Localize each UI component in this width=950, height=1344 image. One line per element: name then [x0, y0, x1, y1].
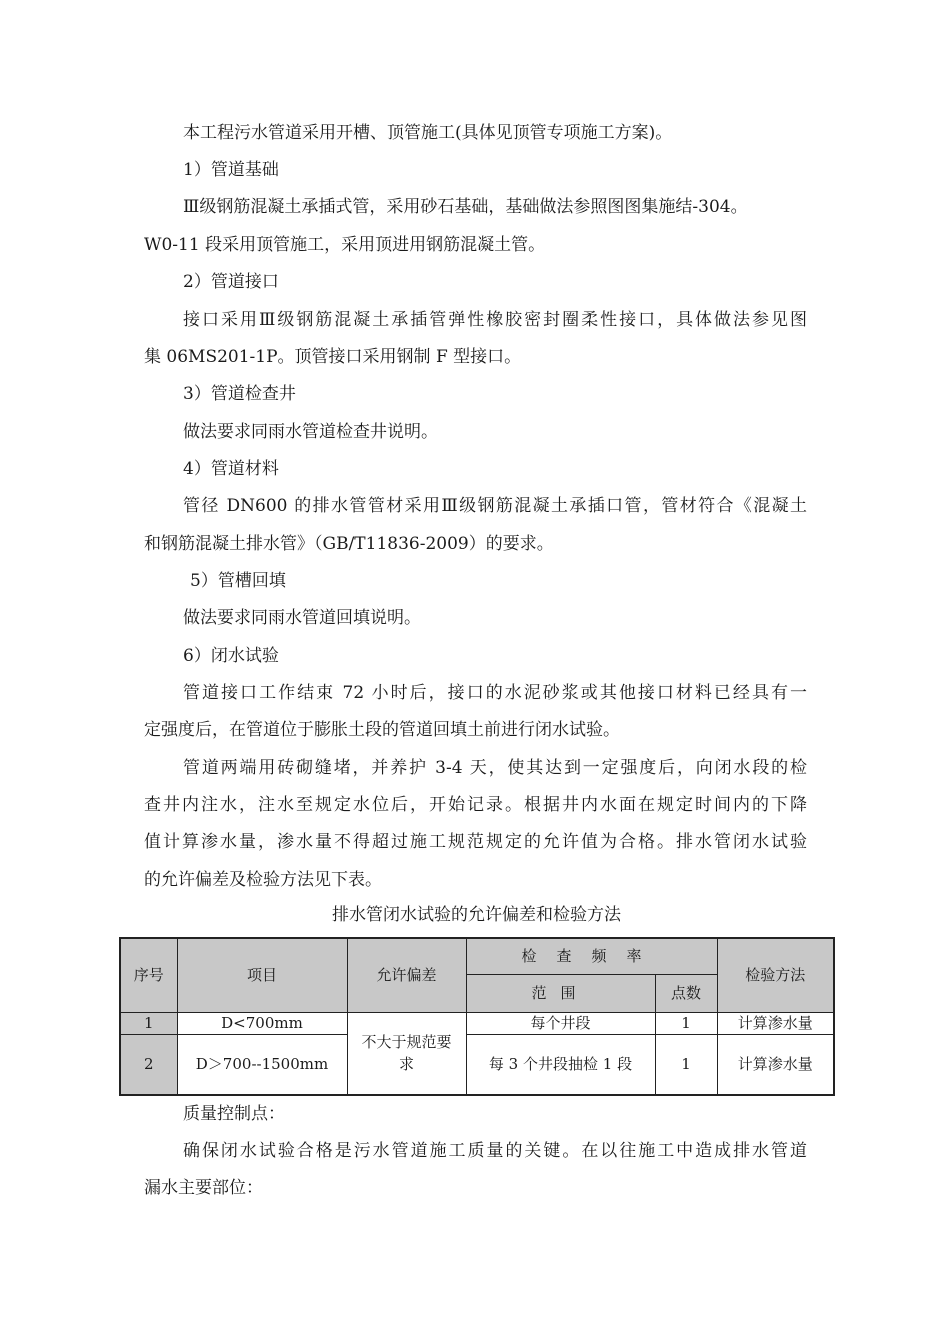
row1-points: 1 — [655, 1012, 717, 1034]
heading-trench-backfill: 5）管槽回填 — [190, 571, 286, 591]
row2-range: 每 3 个井段抽检 1 段 — [466, 1034, 655, 1095]
header-frequency: 检查频率 — [466, 938, 717, 974]
paragraph-quality-line2: 漏水主要部位： — [144, 1178, 263, 1198]
paragraph-test-line6: 的允许偏差及检验方法见下表。 — [144, 870, 382, 890]
paragraph-backfill: 做法要求同雨水管道回填说明。 — [183, 608, 421, 628]
row1-seq: 1 — [120, 1012, 177, 1034]
row1-method: 计算渗水量 — [717, 1012, 834, 1034]
paragraph-inspection-well: 做法要求同雨水管道检查井说明。 — [183, 422, 438, 442]
paragraph-joint-line1: 接口采用Ⅲ级钢筋混凝土承插管弹性橡胶密封圈柔性接口，具体做法参见图 — [183, 310, 807, 330]
tolerance-value: 不大于规范要求 — [347, 1012, 466, 1095]
paragraph-foundation-line1: Ⅲ级钢筋混凝土承插式管，采用砂石基础，基础做法参照图图集施结-304。 — [183, 197, 748, 217]
header-seq: 序号 — [120, 938, 177, 1012]
heading-pipe-foundation: 1）管道基础 — [183, 160, 279, 180]
paragraph-foundation-line2: W0-11 段采用顶管施工，采用顶进用钢筋混凝土管。 — [144, 235, 546, 255]
table-caption: 排水管闭水试验的允许偏差和检验方法 — [332, 905, 621, 925]
paragraph-test-line1: 管道接口工作结束 72 小时后，接口的水泥砂浆或其他接口材料已经具有一 — [183, 683, 807, 703]
paragraph-test-line5: 值计算渗水量，渗水量不得超过施工规范规定的允许值为合格。排水管闭水试验 — [144, 832, 807, 852]
row1-range: 每个井段 — [466, 1012, 655, 1034]
tolerance-table — [119, 937, 835, 1096]
row2-points: 1 — [655, 1034, 717, 1095]
header-item: 项目 — [177, 938, 347, 1012]
heading-pipe-joint: 2）管道接口 — [183, 272, 279, 292]
paragraph-test-line4: 查井内注水，注水至规定水位后，开始记录。根据井内水面在规定时间内的下降 — [144, 795, 807, 815]
row2-item: D＞700--1500mm — [177, 1034, 347, 1095]
header-points: 点数 — [655, 974, 717, 1012]
row1-item: D<700mm — [177, 1012, 347, 1034]
row2-method: 计算渗水量 — [717, 1034, 834, 1095]
heading-closed-water-test: 6）闭水试验 — [183, 646, 279, 666]
heading-inspection-well: 3）管道检查井 — [183, 384, 296, 404]
row2-seq: 2 — [120, 1034, 177, 1095]
paragraph-intro: 本工程污水管道采用开槽、顶管施工(具体见顶管专项施工方案)。 — [183, 123, 673, 143]
paragraph-material-line1: 管径 DN600 的排水管管材采用Ⅲ级钢筋混凝土承插口管，管材符合《混凝土 — [183, 496, 807, 516]
heading-quality-control: 质量控制点： — [183, 1104, 285, 1124]
paragraph-quality-line1: 确保闭水试验合格是污水管道施工质量的关键。在以往施工中造成排水管道 — [183, 1141, 807, 1161]
table-header-row — [120, 938, 834, 974]
paragraph-test-line3: 管道两端用砖砌缝堵，并养护 3-4 天，使其达到一定强度后，向闭水段的检 — [183, 758, 807, 778]
paragraph-test-line2: 定强度后，在管道位于膨胀土段的管道回填土前进行闭水试验。 — [144, 720, 620, 740]
header-tolerance: 允许偏差 — [347, 938, 466, 1012]
header-range: 范围 — [466, 974, 655, 1012]
table-row — [120, 1012, 834, 1034]
paragraph-joint-line2: 集 06MS201-1P。顶管接口采用钢制 F 型接口。 — [144, 347, 522, 367]
heading-pipe-material: 4）管道材料 — [183, 459, 279, 479]
header-method: 检验方法 — [717, 938, 834, 1012]
table-row — [120, 1034, 834, 1095]
paragraph-material-line2: 和钢筋混凝土排水管》（GB/T11836-2009）的要求。 — [144, 534, 554, 554]
